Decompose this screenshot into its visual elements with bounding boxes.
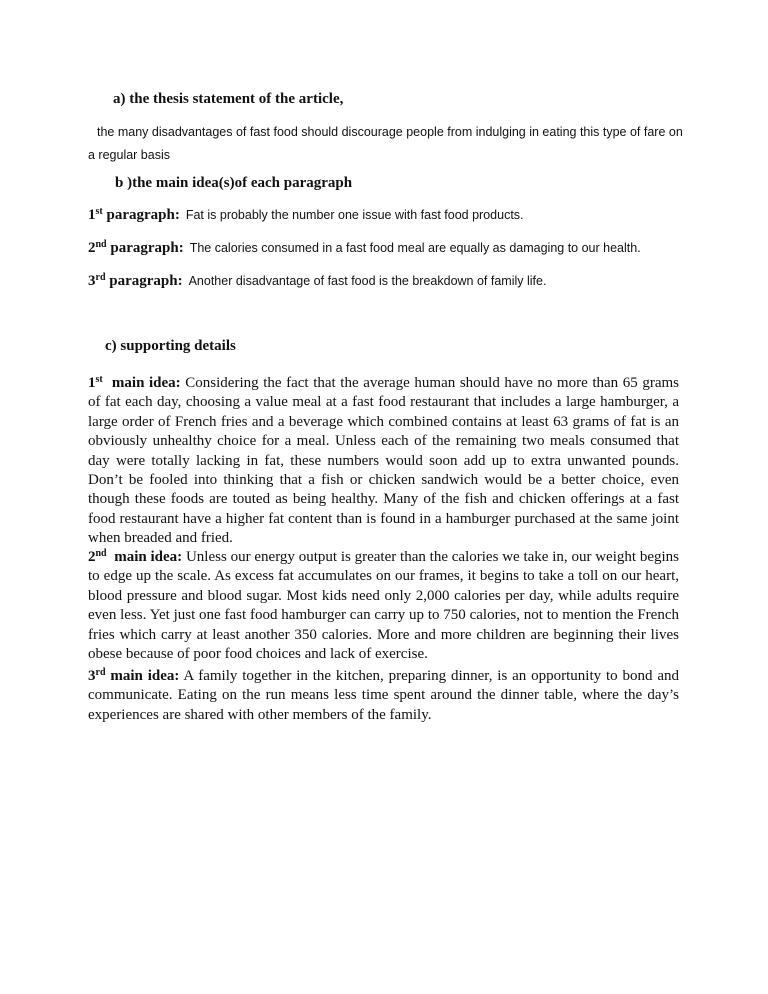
main-idea-paragraph-3 — [88, 272, 546, 290]
paragraph-label-text: paragraph: — [105, 273, 183, 289]
thesis-text: the many disadvantages of fast food should discourage people from indulging in eating this type of fare on a regular basis — [88, 125, 683, 162]
ordinal-number: 2 — [88, 549, 96, 565]
main-idea-paragraph-2 — [88, 239, 641, 257]
detail-label — [88, 549, 182, 565]
paragraph-main-idea-text: Fat is probably the number one issue with fast food products. — [185, 208, 524, 222]
ordinal-suffix: st — [95, 374, 103, 385]
detail-text: Considering the fact that the average human should have no more than 65 grams of fat each day, choosing a value meal at a fast food restaurant that includes a large hamburger, a large order of French fries and a beverage which combined contains at least 63 grams of fat is an obviously unhealthy choice for a meal. Unless each of the remaining two meals consumed that day were totally lacking in fat, these numbers would soon add up to extra unwanted pounds. Don’t be fooled into thinking that a fish or chicken sandwich would be a better choice, even though these foods are touted as being healthy. Many of the fish and chicken offerings at a fast food restaurant have a higher fat content than is found in a hamburger purchased at the same joint when breaded and fried. — [88, 375, 680, 547]
ordinal-suffix: rd — [95, 272, 106, 283]
detail-label-text: main idea: — [105, 668, 180, 684]
ordinal-number: 2 — [88, 240, 96, 256]
section-b-heading: b )the main idea(s)of each paragraph — [115, 175, 353, 191]
paragraph-label — [88, 273, 183, 289]
ordinal-suffix: nd — [95, 239, 107, 250]
supporting-detail-2 — [88, 548, 679, 664]
supporting-detail-3 — [88, 667, 679, 725]
paragraph-label — [88, 240, 184, 256]
main-idea-paragraph-1 — [88, 206, 524, 224]
ordinal-number: 3 — [88, 668, 96, 684]
ordinal-suffix: nd — [95, 548, 107, 559]
paragraph-label — [88, 207, 180, 223]
ordinal-suffix: st — [95, 206, 103, 217]
detail-text: A family together in the kitchen, preparing dinner, is an opportunity to bond and communicate. Eating on the run means less time spent around the dinner table, where the day’s experiences are shared with other members of the family. — [88, 668, 679, 723]
section-a-heading: a) the thesis statement of the article, — [113, 91, 344, 107]
ordinal-suffix: rd — [95, 667, 106, 678]
paragraph-label-text: paragraph: — [102, 207, 180, 223]
detail-label — [88, 375, 181, 391]
paragraph-main-idea-text: Another disadvantage of fast food is the breakdown of family life. — [188, 274, 547, 288]
detail-label-text: main idea: — [106, 549, 183, 565]
ordinal-number: 3 — [88, 273, 96, 289]
paragraph-main-idea-text: The calories consumed in a fast food meal are equally as damaging to our health. — [189, 241, 641, 255]
section-c-heading: c) supporting details — [105, 338, 236, 354]
detail-label-text: main idea: — [102, 375, 181, 391]
detail-text: Unless our energy output is greater than the calories we take in, our weight begins to edge up the scale. As excess fat accumulates on our frames, it begins to take a toll on our heart, blood pressure and blood sugar. Most kids need only 2,000 calories per day, while adults require even less. Yet just one fast food hamburger can carry up to 750 calories, not to mention the French fries which carry at least another 350 calories. More and more children are beginning their lives obese because of poor food choices and lack of exercise. — [88, 549, 680, 663]
supporting-detail-1 — [88, 374, 679, 549]
ordinal-number: 1 — [88, 207, 96, 223]
detail-label — [88, 668, 179, 684]
thesis-statement — [88, 121, 688, 167]
ordinal-number: 1 — [88, 375, 96, 391]
paragraph-label-text: paragraph: — [106, 240, 184, 256]
